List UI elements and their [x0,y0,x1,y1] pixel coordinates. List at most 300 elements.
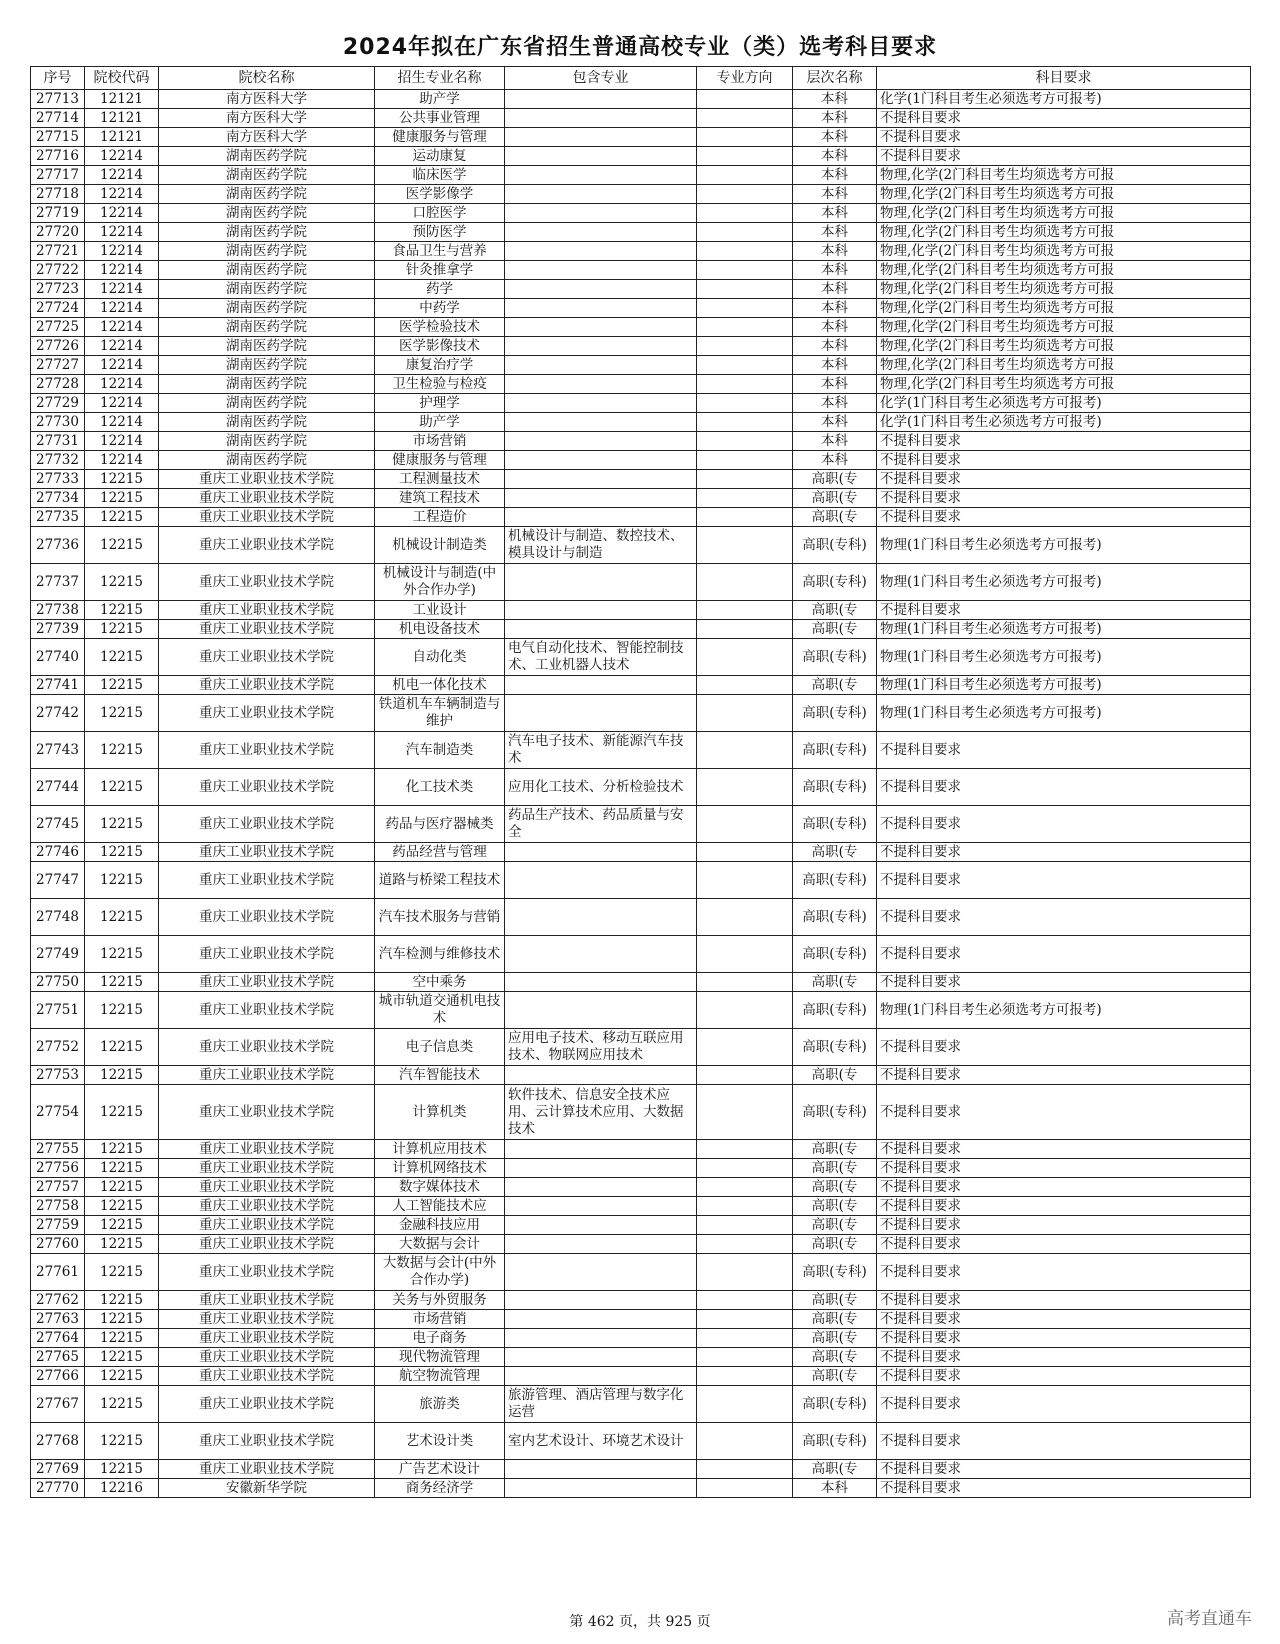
cell-school-name: 湖南医药学院 [159,147,375,166]
cell-school-name: 湖南医药学院 [159,356,375,375]
cell-included-majors [505,318,697,337]
cell-school-name: 重庆工业职业技术学院 [159,676,375,695]
cell-direction [697,223,793,242]
cell-included-majors: 旅游管理、酒店管理与数字化运营 [505,1386,697,1423]
cell-school-code: 12215 [85,527,159,564]
cell-seq: 27766 [31,1367,85,1386]
cell-included-majors [505,337,697,356]
cell-seq: 27741 [31,676,85,695]
cell-seq: 27737 [31,564,85,601]
cell-major-name: 健康服务与管理 [375,128,505,147]
cell-level: 高职(专 [793,1460,877,1479]
cell-direction [697,862,793,899]
cell-seq: 27729 [31,394,85,413]
cell-direction [697,769,793,806]
cell-seq: 27757 [31,1178,85,1197]
cell-included-majors: 应用电子技术、移动互联应用技术、物联网应用技术 [505,1029,697,1066]
cell-school-name: 湖南医药学院 [159,280,375,299]
cell-subject-req: 不提科目要求 [877,601,1251,620]
cell-school-code: 12214 [85,413,159,432]
table-row [31,973,1251,992]
cell-major-name: 现代物流管理 [375,1348,505,1367]
cell-included-majors: 电气自动化技术、智能控制技术、工业机器人技术 [505,639,697,676]
table-row [31,318,1251,337]
cell-level: 高职(专科) [793,1386,877,1423]
col-header-major-name: 招生专业名称 [375,67,505,90]
cell-included-majors [505,394,697,413]
cell-seq: 27755 [31,1140,85,1159]
table-row [31,90,1251,109]
cell-direction [697,992,793,1029]
cell-major-name: 大数据与会计(中外合作办学) [375,1254,505,1291]
table-row [31,806,1251,843]
cell-level: 本科 [793,318,877,337]
cell-included-majors [505,564,697,601]
cell-school-code: 12214 [85,223,159,242]
cell-direction [697,1159,793,1178]
cell-included-majors [505,1140,697,1159]
cell-school-name: 湖南医药学院 [159,375,375,394]
cell-school-name: 湖南医药学院 [159,204,375,223]
cell-subject-req: 物理(1门科目考生必须选考方可报考) [877,676,1251,695]
cell-major-name: 机电设备技术 [375,620,505,639]
cell-included-majors [505,992,697,1029]
cell-direction [697,732,793,769]
cell-included-majors: 机械设计与制造、数控技术、模具设计与制造 [505,527,697,564]
cell-major-name: 电子商务 [375,1329,505,1348]
cell-seq: 27743 [31,732,85,769]
cell-direction [697,185,793,204]
cell-included-majors [505,899,697,936]
cell-school-name: 重庆工业职业技术学院 [159,899,375,936]
cell-school-name: 湖南医药学院 [159,166,375,185]
table-row [31,356,1251,375]
cell-school-name: 重庆工业职业技术学院 [159,1310,375,1329]
col-header-seq: 序号 [31,67,85,90]
cell-subject-req: 不提科目要求 [877,1235,1251,1254]
cell-school-name: 重庆工业职业技术学院 [159,843,375,862]
cell-direction [697,1310,793,1329]
cell-major-name: 数字媒体技术 [375,1178,505,1197]
cell-seq: 27760 [31,1235,85,1254]
cell-level: 高职(专 [793,1197,877,1216]
table-row [31,1460,1251,1479]
cell-major-name: 针灸推拿学 [375,261,505,280]
cell-included-majors: 药品生产技术、药品质量与安全 [505,806,697,843]
cell-level: 本科 [793,90,877,109]
cell-school-name: 重庆工业职业技术学院 [159,732,375,769]
cell-school-name: 重庆工业职业技术学院 [159,470,375,489]
table-row [31,936,1251,973]
cell-major-name: 康复治疗学 [375,356,505,375]
cell-level: 本科 [793,242,877,261]
cell-seq: 27764 [31,1329,85,1348]
table-row [31,109,1251,128]
cell-level: 本科 [793,356,877,375]
cell-level: 本科 [793,413,877,432]
cell-seq: 27751 [31,992,85,1029]
cell-level: 高职(专 [793,1367,877,1386]
cell-subject-req: 物理,化学(2门科目考生均须选考方可报 [877,375,1251,394]
cell-seq: 27746 [31,843,85,862]
cell-level: 高职(专科) [793,695,877,732]
table-row [31,1367,1251,1386]
table-row [31,1140,1251,1159]
cell-level: 高职(专科) [793,862,877,899]
cell-major-name: 金融科技应用 [375,1216,505,1235]
cell-included-majors [505,261,697,280]
table-row [31,1291,1251,1310]
cell-subject-req: 物理,化学(2门科目考生均须选考方可报 [877,261,1251,280]
cell-included-majors [505,1367,697,1386]
cell-school-name: 湖南医药学院 [159,318,375,337]
cell-major-name: 市场营销 [375,1310,505,1329]
cell-included-majors [505,1348,697,1367]
cell-level: 高职(专科) [793,769,877,806]
cell-school-name: 重庆工业职业技术学院 [159,695,375,732]
cell-level: 高职(专科) [793,1423,877,1460]
cell-level: 高职(专科) [793,1254,877,1291]
cell-included-majors [505,843,697,862]
cell-level: 本科 [793,280,877,299]
cell-subject-req: 不提科目要求 [877,1178,1251,1197]
cell-school-code: 12214 [85,451,159,470]
cell-level: 高职(专 [793,1291,877,1310]
cell-seq: 27720 [31,223,85,242]
cell-school-code: 12214 [85,147,159,166]
table-row [31,1386,1251,1423]
table-row [31,413,1251,432]
cell-level: 高职(专科) [793,732,877,769]
cell-seq: 27753 [31,1066,85,1085]
cell-major-name: 汽车智能技术 [375,1066,505,1085]
cell-included-majors [505,1216,697,1235]
cell-level: 本科 [793,451,877,470]
table-row [31,1235,1251,1254]
cell-direction [697,564,793,601]
cell-major-name: 健康服务与管理 [375,451,505,470]
table-row [31,1423,1251,1460]
cell-subject-req: 物理(1门科目考生必须选考方可报考) [877,695,1251,732]
cell-school-name: 重庆工业职业技术学院 [159,1291,375,1310]
cell-level: 高职(专 [793,1310,877,1329]
cell-school-name: 安徽新华学院 [159,1479,375,1498]
cell-subject-req: 不提科目要求 [877,508,1251,527]
table-row [31,695,1251,732]
cell-included-majors [505,451,697,470]
cell-included-majors [505,620,697,639]
cell-subject-req: 物理(1门科目考生必须选考方可报考) [877,564,1251,601]
cell-included-majors [505,432,697,451]
cell-school-name: 重庆工业职业技术学院 [159,1085,375,1140]
cell-school-name: 重庆工业职业技术学院 [159,1029,375,1066]
cell-level: 本科 [793,109,877,128]
cell-school-code: 12215 [85,732,159,769]
cell-major-name: 机械设计制造类 [375,527,505,564]
cell-direction [697,166,793,185]
table-row [31,185,1251,204]
table-row [31,1310,1251,1329]
cell-level: 高职(专 [793,1159,877,1178]
cell-subject-req: 不提科目要求 [877,843,1251,862]
cell-school-code: 12215 [85,1178,159,1197]
cell-school-code: 12215 [85,1329,159,1348]
cell-school-code: 12214 [85,242,159,261]
cell-direction [697,1066,793,1085]
cell-school-name: 湖南医药学院 [159,261,375,280]
cell-direction [697,936,793,973]
table-row [31,223,1251,242]
cell-school-code: 12215 [85,1310,159,1329]
cell-school-code: 12214 [85,185,159,204]
table-row [31,1329,1251,1348]
cell-included-majors [505,185,697,204]
cell-subject-req: 物理,化学(2门科目考生均须选考方可报 [877,356,1251,375]
cell-direction [697,1367,793,1386]
table-row [31,147,1251,166]
cell-level: 高职(专 [793,676,877,695]
cell-major-name: 汽车检测与维修技术 [375,936,505,973]
cell-direction [697,280,793,299]
table-row [31,470,1251,489]
cell-direction [697,1291,793,1310]
cell-subject-req: 物理,化学(2门科目考生均须选考方可报 [877,166,1251,185]
cell-included-majors [505,601,697,620]
cell-school-name: 湖南医药学院 [159,242,375,261]
cell-seq: 27770 [31,1479,85,1498]
table-header-row [31,67,1251,90]
cell-major-name: 护理学 [375,394,505,413]
cell-major-name: 食品卫生与营养 [375,242,505,261]
cell-direction [697,242,793,261]
table-row [31,508,1251,527]
cell-direction [697,318,793,337]
cell-direction [697,973,793,992]
cell-school-code: 12121 [85,109,159,128]
cell-school-name: 重庆工业职业技术学院 [159,620,375,639]
cell-direction [697,676,793,695]
cell-major-name: 药品经营与管理 [375,843,505,862]
cell-subject-req: 不提科目要求 [877,1479,1251,1498]
cell-included-majors [505,676,697,695]
cell-included-majors [505,166,697,185]
cell-school-code: 12215 [85,843,159,862]
cell-major-name: 机电一体化技术 [375,676,505,695]
cell-major-name: 口腔医学 [375,204,505,223]
cell-level: 高职(专 [793,1348,877,1367]
table-row [31,1216,1251,1235]
cell-level: 高职(专 [793,973,877,992]
page-title: 2024年拟在广东省招生普通高校专业（类）选考科目要求 [342,35,938,60]
cell-subject-req: 不提科目要求 [877,109,1251,128]
cell-subject-req: 不提科目要求 [877,147,1251,166]
cell-seq: 27765 [31,1348,85,1367]
table-row [31,1066,1251,1085]
cell-major-name: 人工智能技术应 [375,1197,505,1216]
cell-included-majors [505,489,697,508]
col-header-school-code: 院校代码 [85,67,159,90]
cell-included-majors [505,470,697,489]
cell-subject-req: 不提科目要求 [877,1254,1251,1291]
cell-major-name: 卫生检验与检疫 [375,375,505,394]
cell-school-name: 重庆工业职业技术学院 [159,489,375,508]
cell-level: 高职(专科) [793,936,877,973]
cell-included-majors [505,1479,697,1498]
cell-seq: 27768 [31,1423,85,1460]
cell-level: 本科 [793,166,877,185]
cell-seq: 27742 [31,695,85,732]
cell-major-name: 大数据与会计 [375,1235,505,1254]
cell-seq: 27744 [31,769,85,806]
cell-direction [697,1479,793,1498]
cell-subject-req: 化学(1门科目考生必须选考方可报考) [877,413,1251,432]
cell-subject-req: 不提科目要求 [877,862,1251,899]
cell-included-majors [505,1197,697,1216]
cell-level: 高职(专 [793,489,877,508]
watermark-label: 高考直通车 [1167,1609,1252,1629]
cell-direction [697,620,793,639]
cell-seq: 27717 [31,166,85,185]
cell-level: 本科 [793,394,877,413]
table-row [31,280,1251,299]
cell-school-code: 12215 [85,769,159,806]
cell-school-name: 重庆工业职业技术学院 [159,1235,375,1254]
cell-included-majors [505,1235,697,1254]
cell-major-name: 计算机类 [375,1085,505,1140]
cell-school-name: 重庆工业职业技术学院 [159,527,375,564]
cell-major-name: 关务与外贸服务 [375,1291,505,1310]
cell-direction [697,508,793,527]
cell-school-name: 湖南医药学院 [159,185,375,204]
cell-seq: 27752 [31,1029,85,1066]
cell-level: 本科 [793,223,877,242]
cell-direction [697,261,793,280]
cell-major-name: 药品与医疗器械类 [375,806,505,843]
cell-school-code: 12214 [85,166,159,185]
cell-seq: 27761 [31,1254,85,1291]
cell-major-name: 公共事业管理 [375,109,505,128]
cell-major-name: 计算机网络技术 [375,1159,505,1178]
cell-level: 高职(专 [793,1235,877,1254]
cell-major-name: 预防医学 [375,223,505,242]
cell-included-majors [505,1460,697,1479]
cell-school-code: 12121 [85,90,159,109]
cell-school-code: 12215 [85,489,159,508]
cell-direction [697,1085,793,1140]
cell-major-name: 医学影像学 [375,185,505,204]
cell-major-name: 旅游类 [375,1386,505,1423]
cell-seq: 27723 [31,280,85,299]
cell-school-name: 重庆工业职业技术学院 [159,936,375,973]
table-row [31,432,1251,451]
cell-school-code: 12215 [85,1235,159,1254]
cell-school-code: 12214 [85,280,159,299]
cell-subject-req: 不提科目要求 [877,1216,1251,1235]
cell-school-code: 12214 [85,375,159,394]
cell-included-majors [505,695,697,732]
cell-level: 高职(专科) [793,639,877,676]
cell-school-code: 12215 [85,1423,159,1460]
cell-subject-req: 不提科目要求 [877,769,1251,806]
cell-school-name: 湖南医药学院 [159,337,375,356]
cell-major-name: 艺术设计类 [375,1423,505,1460]
cell-level: 高职(专科) [793,1085,877,1140]
cell-level: 高职(专 [793,601,877,620]
cell-level: 本科 [793,261,877,280]
cell-seq: 27732 [31,451,85,470]
cell-included-majors [505,1254,697,1291]
cell-seq: 27724 [31,299,85,318]
cell-seq: 27759 [31,1216,85,1235]
cell-subject-req: 不提科目要求 [877,1159,1251,1178]
table-row [31,394,1251,413]
cell-subject-req: 不提科目要求 [877,1310,1251,1329]
cell-level: 高职(专 [793,1329,877,1348]
table-row [31,843,1251,862]
cell-school-code: 12215 [85,1159,159,1178]
table-row [31,992,1251,1029]
cell-major-name: 汽车技术服务与营销 [375,899,505,936]
cell-major-name: 商务经济学 [375,1479,505,1498]
cell-level: 高职(专 [793,1178,877,1197]
table-row [31,1348,1251,1367]
cell-subject-req: 不提科目要求 [877,899,1251,936]
cell-school-name: 重庆工业职业技术学院 [159,508,375,527]
cell-school-name: 南方医科大学 [159,128,375,147]
cell-subject-req: 不提科目要求 [877,1140,1251,1159]
cell-included-majors: 汽车电子技术、新能源汽车技术 [505,732,697,769]
table-row [31,1085,1251,1140]
cell-subject-req: 不提科目要求 [877,732,1251,769]
cell-subject-req: 不提科目要求 [877,432,1251,451]
cell-level: 高职(专 [793,620,877,639]
cell-direction [697,90,793,109]
cell-direction [697,1254,793,1291]
cell-seq: 27715 [31,128,85,147]
cell-direction [697,1423,793,1460]
table-row [31,1029,1251,1066]
cell-direction [697,356,793,375]
cell-included-majors: 软件技术、信息安全技术应用、云计算技术应用、大数据技术 [505,1085,697,1140]
cell-included-majors [505,973,697,992]
cell-school-code: 12215 [85,806,159,843]
cell-school-name: 重庆工业职业技术学院 [159,564,375,601]
cell-school-name: 重庆工业职业技术学院 [159,1423,375,1460]
cell-included-majors [505,299,697,318]
cell-major-name: 铁道机车车辆制造与维护 [375,695,505,732]
cell-level: 本科 [793,337,877,356]
cell-subject-req: 不提科目要求 [877,936,1251,973]
table-row [31,676,1251,695]
cell-subject-req: 不提科目要求 [877,1291,1251,1310]
table-row [31,527,1251,564]
cell-major-name: 汽车制造类 [375,732,505,769]
cell-major-name: 电子信息类 [375,1029,505,1066]
cell-included-majors [505,90,697,109]
table-row [31,261,1251,280]
cell-major-name: 城市轨道交通机电技术 [375,992,505,1029]
cell-school-code: 12121 [85,128,159,147]
cell-subject-req: 物理,化学(2门科目考生均须选考方可报 [877,318,1251,337]
cell-direction [697,1348,793,1367]
cell-direction [697,432,793,451]
cell-school-code: 12215 [85,695,159,732]
cell-school-name: 湖南医药学院 [159,394,375,413]
cell-major-name: 助产学 [375,413,505,432]
cell-seq: 27745 [31,806,85,843]
cell-seq: 27748 [31,899,85,936]
cell-seq: 27740 [31,639,85,676]
